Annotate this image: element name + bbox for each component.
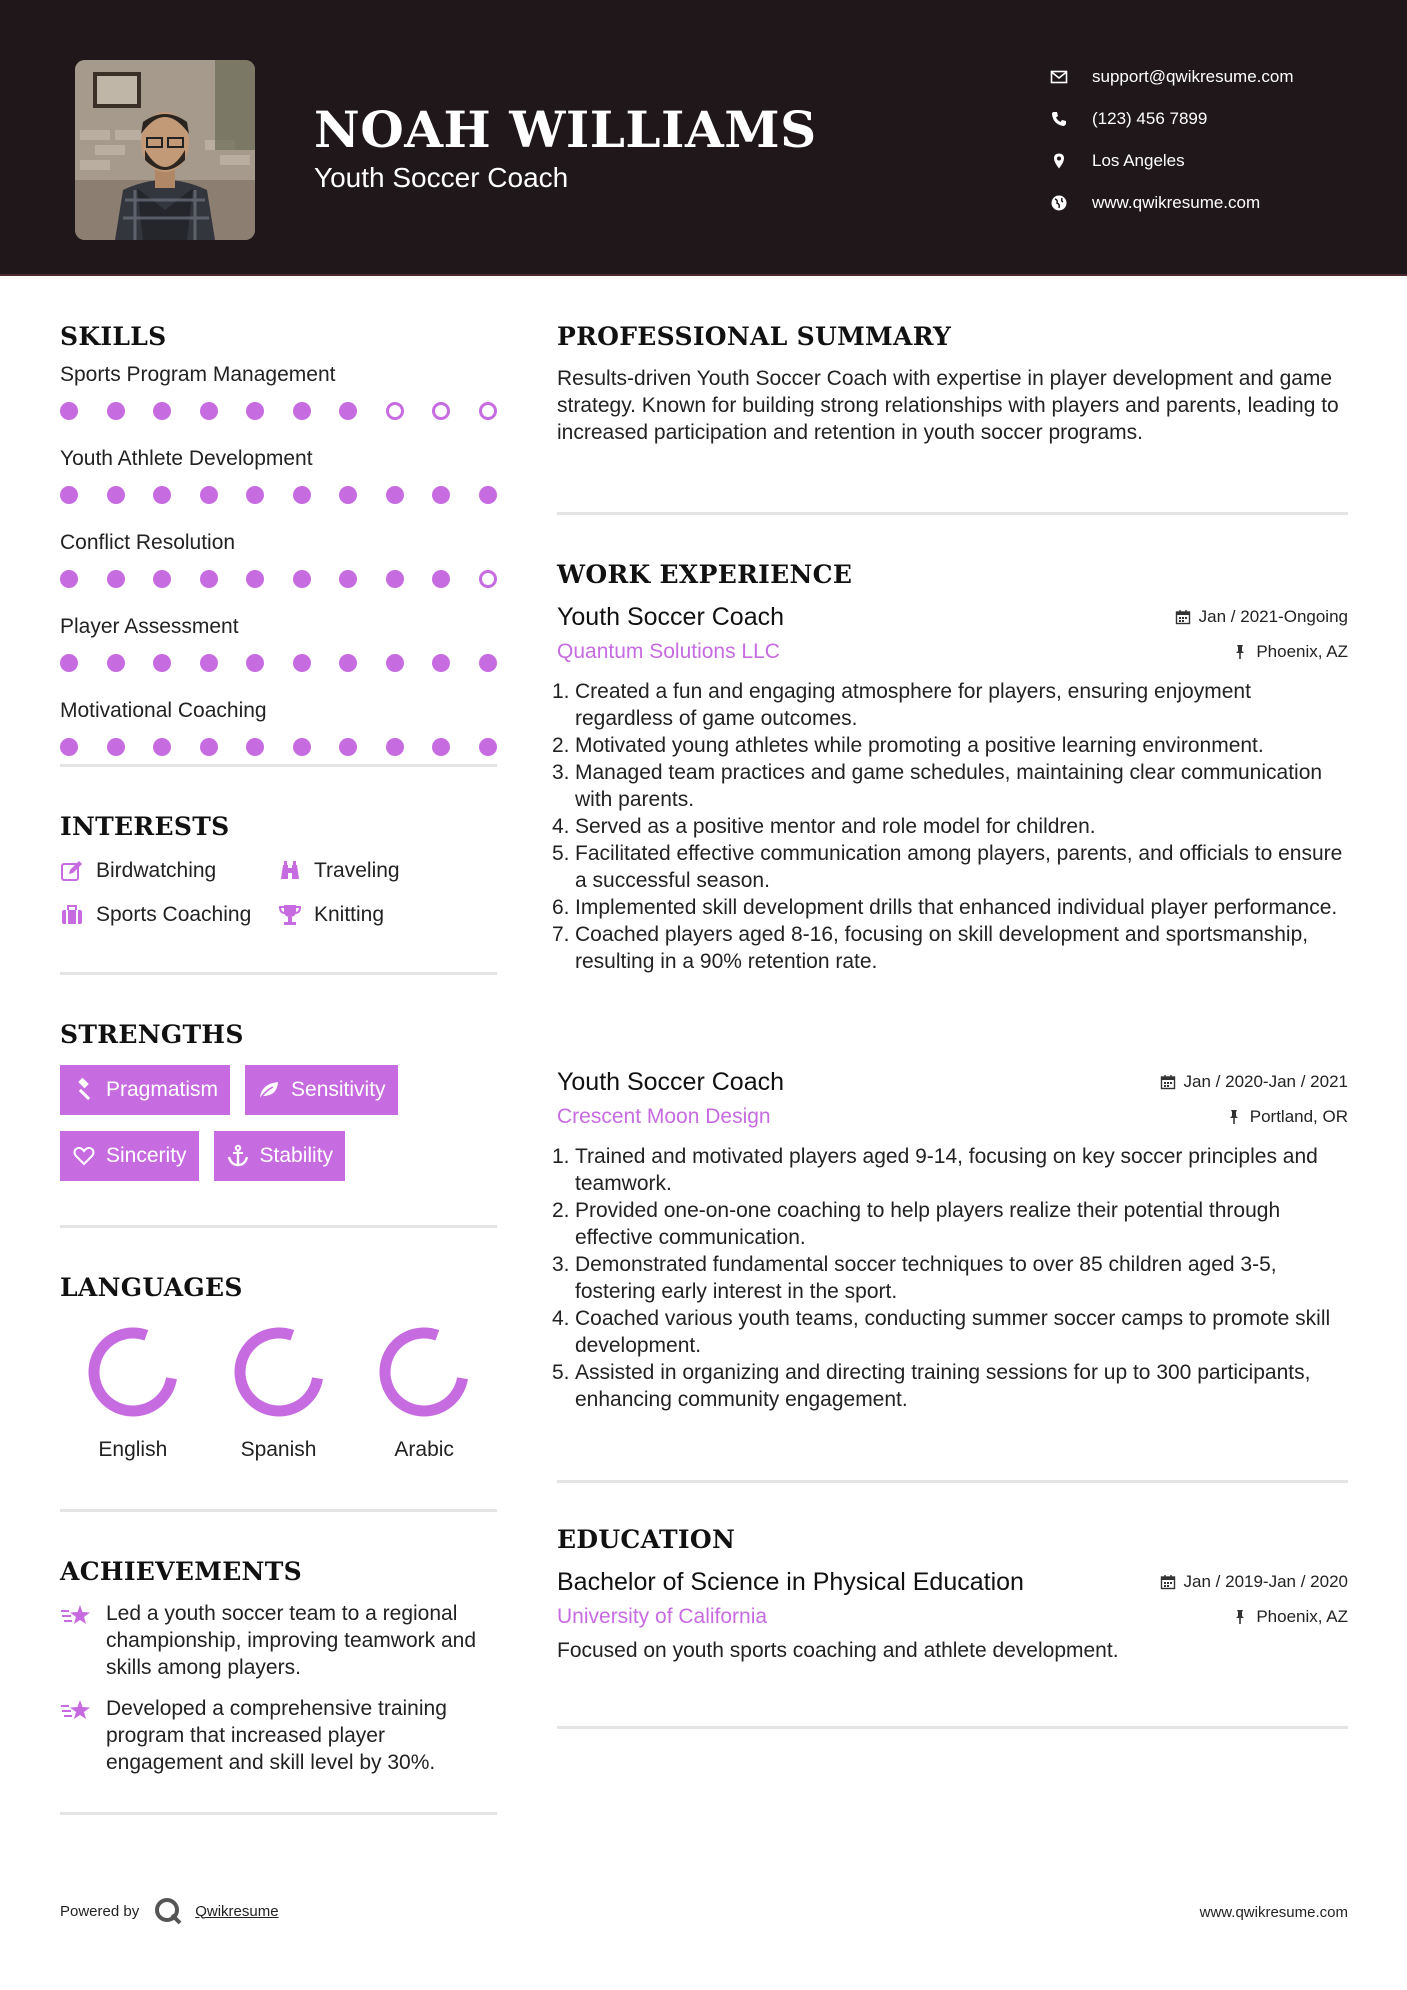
skills-title: SKILLS — [60, 322, 167, 351]
skill-name: Player Assessment — [60, 615, 239, 638]
summary-section — [557, 322, 1348, 512]
skill-dot-filled — [339, 654, 357, 672]
interest-label: Traveling — [314, 859, 400, 882]
envelope-icon — [1050, 68, 1068, 86]
job-title: Youth Soccer Coach — [557, 603, 785, 631]
resume-header — [0, 0, 1407, 276]
skill-dot-filled — [200, 402, 218, 420]
languages-section — [60, 1228, 497, 1509]
skill-dot-filled — [246, 402, 264, 420]
job-bullet: 3. Demonstrated fundamental soccer techniques to over 85 children aged 3-5, fostering early interest in the sport. — [552, 1253, 1277, 1303]
job-bullets — [552, 1143, 1348, 1413]
skill-dot-filled — [246, 738, 264, 756]
profile-photo-image — [75, 60, 255, 240]
interest-item — [278, 901, 497, 929]
section-divider — [60, 1812, 497, 1815]
brand-link[interactable]: Qwikresume — [195, 1902, 279, 1920]
skill-rating — [60, 565, 497, 603]
interest-label: Birdwatching — [96, 859, 217, 882]
skill-dot-filled — [339, 402, 357, 420]
strength-chip — [214, 1131, 346, 1181]
skill-dot-filled — [293, 654, 311, 672]
skill-item — [60, 615, 497, 687]
skill-dot-filled — [246, 570, 264, 588]
degree-title: Bachelor of Science in Physical Education — [557, 1568, 1024, 1596]
job-title: Youth Soccer Coach — [557, 1068, 785, 1096]
contact-location-text: Los Angeles — [1092, 151, 1185, 170]
skill-name: Youth Athlete Development — [60, 447, 313, 470]
skill-dot-filled — [386, 738, 404, 756]
skill-dot-filled — [386, 570, 404, 588]
job-bullet: 2. Provided one-on-one coaching to help players realize their potential through effective communication. — [552, 1199, 1281, 1249]
skill-dot-filled — [153, 738, 171, 756]
contact-email[interactable] — [1050, 56, 1294, 98]
experience-title: WORK EXPERIENCE — [557, 560, 853, 589]
skill-dot-filled — [339, 738, 357, 756]
skill-dot-filled — [200, 738, 218, 756]
skill-dot-filled — [107, 570, 125, 588]
calendar-icon — [1160, 1074, 1176, 1090]
skill-dot-filled — [293, 570, 311, 588]
footer-url[interactable]: www.qwikresume.com — [1199, 1904, 1348, 1921]
job-bullet: 3. Managed team practices and game schedules, maintaining clear communication with parents. — [552, 761, 1323, 811]
calendar-icon — [1160, 1574, 1176, 1590]
skill-dot-filled — [107, 486, 125, 504]
section-divider — [557, 1726, 1348, 1729]
interest-item — [60, 901, 278, 929]
job-bullet: 5. Facilitated effective communication among players, parents, and officials to ensure a successful season. — [552, 842, 1343, 892]
globe-icon — [1050, 194, 1068, 212]
language-level-ring — [374, 1322, 474, 1422]
briefcase-icon — [60, 903, 84, 927]
anchor-icon — [226, 1144, 250, 1168]
candidate-name: NOAH WILLIAMS — [314, 100, 817, 159]
skill-dot-empty — [386, 402, 404, 420]
skill-name: Conflict Resolution — [60, 531, 236, 554]
skill-dot-filled — [339, 570, 357, 588]
interests-section — [60, 767, 497, 972]
skill-dot-filled — [153, 654, 171, 672]
contact-list — [1050, 56, 1294, 224]
job-location-text: Phoenix, AZ — [1256, 642, 1348, 661]
education-title: EDUCATION — [557, 1525, 736, 1554]
language-level-arc — [94, 1333, 171, 1411]
trophy-icon — [278, 903, 302, 927]
skill-rating — [60, 481, 497, 519]
skill-dot-filled — [107, 654, 125, 672]
language-item — [60, 1322, 206, 1462]
leaf-icon — [257, 1078, 281, 1102]
strength-label: Pragmatism — [106, 1078, 219, 1101]
job-bullets — [552, 678, 1348, 975]
education-description: Focused on youth sports coaching and athlete development. — [557, 1639, 1119, 1662]
strength-label: Sensitivity — [291, 1078, 386, 1101]
calendar-icon — [1175, 609, 1191, 625]
left-column — [60, 322, 497, 1815]
achievements-section — [60, 1512, 497, 1812]
skills-section — [60, 322, 497, 764]
skill-dot-filled — [479, 738, 497, 756]
education-dates-text: Jan / 2019-Jan / 2020 — [1183, 1572, 1348, 1591]
skill-dot-filled — [293, 402, 311, 420]
skill-dot-filled — [432, 654, 450, 672]
skill-dot-filled — [200, 486, 218, 504]
languages-title: LANGUAGES — [60, 1273, 243, 1302]
skill-dot-filled — [60, 570, 78, 588]
skill-dot-filled — [479, 486, 497, 504]
job-bullet: 2. Motivated young athletes while promoting a positive learning environment. — [552, 734, 1264, 757]
skill-dot-filled — [153, 402, 171, 420]
company-name: Crescent Moon Design — [557, 1105, 771, 1128]
skill-dot-filled — [432, 570, 450, 588]
job-bullet: 4. Coached various youth teams, conducting summer soccer camps to promote skill development. — [552, 1307, 1331, 1357]
language-name: Spanish — [240, 1438, 317, 1461]
contact-website[interactable] — [1050, 182, 1294, 224]
contact-phone-text: (123) 456 7899 — [1092, 109, 1208, 128]
skill-dot-filled — [200, 570, 218, 588]
job-location — [1232, 642, 1348, 662]
skill-dot-filled — [153, 570, 171, 588]
achievement-text: Led a youth soccer team to a regional championship, improving teamwork and skills among players. — [106, 1602, 477, 1679]
skill-item — [60, 531, 497, 603]
skill-dot-filled — [432, 486, 450, 504]
skill-dot-filled — [246, 486, 264, 504]
skill-dot-filled — [153, 486, 171, 504]
skill-dot-filled — [432, 738, 450, 756]
achievement-item — [60, 1695, 497, 1776]
job-dates — [1160, 1072, 1348, 1092]
job-dates-text: Jan / 2021-Ongoing — [1198, 607, 1348, 626]
language-name: English — [98, 1438, 168, 1461]
powered-by-label: Powered by — [60, 1902, 140, 1920]
strength-label: Stability — [259, 1144, 334, 1167]
interest-item — [60, 857, 278, 885]
skill-dot-filled — [386, 486, 404, 504]
qwikresume-logo-icon — [153, 1896, 183, 1926]
skill-rating — [60, 397, 497, 435]
job-location — [1226, 1107, 1348, 1127]
interest-label: Sports Coaching — [96, 903, 252, 926]
skill-rating — [60, 649, 497, 687]
skill-dot-empty — [432, 402, 450, 420]
pencil-square-icon — [60, 859, 84, 883]
language-level-ring — [83, 1322, 183, 1422]
summary-title: PROFESSIONAL SUMMARY — [557, 322, 952, 351]
interest-label: Knitting — [314, 903, 385, 926]
language-level-arc — [385, 1333, 462, 1411]
job-bullet: 7. Coached players aged 8-16, focusing on skill development and sportsmanship, resulting in a 90% retention rate. — [552, 923, 1309, 973]
skill-item — [60, 699, 497, 771]
achievement-item — [60, 1600, 497, 1681]
gavel-icon — [72, 1078, 96, 1102]
phone-icon — [1050, 110, 1068, 128]
footer-powered-by — [60, 1896, 279, 1926]
job-bullet: 6. Implemented skill development drills that enhanced individual player performance. — [552, 896, 1338, 919]
skill-dot-filled — [60, 486, 78, 504]
skill-dot-filled — [107, 738, 125, 756]
pushpin-icon — [1232, 644, 1248, 660]
education-section — [557, 1483, 1348, 1726]
achievement-text: Developed a comprehensive training program that increased player engagement and skill level by 30%. — [106, 1697, 447, 1774]
skill-name: Motivational Coaching — [60, 699, 267, 722]
heart-icon — [72, 1144, 96, 1168]
right-column — [552, 322, 1348, 1729]
language-level-arc — [240, 1333, 317, 1411]
skill-dot-filled — [200, 654, 218, 672]
interests-title: INTERESTS — [60, 812, 230, 841]
education-dates — [1160, 1572, 1348, 1592]
contact-email-text: support@qwikresume.com — [1092, 67, 1294, 86]
education-location — [1232, 1607, 1348, 1627]
candidate-role: Youth Soccer Coach — [314, 162, 569, 193]
experience-section — [552, 515, 1348, 1480]
skill-dot-filled — [479, 654, 497, 672]
profile-photo — [75, 60, 255, 240]
skill-dot-filled — [293, 738, 311, 756]
binoculars-icon — [278, 859, 302, 883]
company-name: Quantum Solutions LLC — [557, 640, 780, 663]
job-bullet: 1. Created a fun and engaging atmosphere for players, ensuring enjoyment regardless of game outcomes. — [552, 680, 1251, 730]
skill-dot-empty — [479, 402, 497, 420]
pushpin-icon — [1226, 1109, 1242, 1125]
job-bullet: 1. Trained and motivated players aged 9-14, focusing on key soccer principles and teamwork. — [552, 1145, 1318, 1195]
skill-dot-empty — [479, 570, 497, 588]
strength-chip — [245, 1065, 398, 1115]
job-dates — [1175, 607, 1348, 627]
contact-website-text: www.qwikresume.com — [1092, 193, 1261, 212]
language-item — [351, 1322, 497, 1462]
shooting-star-icon — [60, 1697, 92, 1727]
skill-item — [60, 447, 497, 519]
strength-chip — [60, 1131, 199, 1181]
job-entry — [552, 603, 1348, 1068]
shooting-star-icon — [60, 1602, 92, 1632]
skill-dot-filled — [60, 402, 78, 420]
education-location-text: Phoenix, AZ — [1256, 1607, 1348, 1626]
summary-text: Results-driven Youth Soccer Coach with expertise in player development and game strategy. Known for building strong relationships with players and parents, leading to increased participation and retention in youth soccer programs. — [557, 367, 1339, 444]
skill-dot-filled — [386, 654, 404, 672]
skill-dot-filled — [339, 486, 357, 504]
skill-dot-filled — [293, 486, 311, 504]
skill-dot-filled — [60, 654, 78, 672]
language-level-ring — [229, 1322, 329, 1422]
job-dates-text: Jan / 2020-Jan / 2021 — [1183, 1072, 1348, 1091]
language-name: Arabic — [394, 1438, 454, 1461]
map-marker-icon — [1050, 152, 1068, 170]
strengths-section — [60, 975, 497, 1225]
job-entry — [552, 1068, 1348, 1413]
skill-dot-filled — [107, 402, 125, 420]
strengths-title: STRENGTHS — [60, 1020, 244, 1049]
skill-dot-filled — [246, 654, 264, 672]
achievements-title: ACHIEVEMENTS — [60, 1557, 302, 1586]
job-location-text: Portland, OR — [1249, 1107, 1348, 1126]
pushpin-icon — [1232, 1609, 1248, 1625]
skill-name: Sports Program Management — [60, 363, 336, 386]
interest-item — [278, 857, 497, 885]
job-bullet: 5. Assisted in organizing and directing training sessions for up to 300 participants, enhancing community engagement. — [552, 1361, 1311, 1411]
strength-chip — [60, 1065, 230, 1115]
language-item — [206, 1322, 352, 1462]
contact-location — [1050, 140, 1294, 182]
strength-label: Sincerity — [106, 1144, 187, 1167]
job-bullet: 4. Served as a positive mentor and role model for children. — [552, 815, 1096, 838]
skill-dot-filled — [60, 738, 78, 756]
skill-item — [60, 363, 497, 435]
contact-phone[interactable] — [1050, 98, 1294, 140]
school-name: University of California — [557, 1605, 768, 1628]
